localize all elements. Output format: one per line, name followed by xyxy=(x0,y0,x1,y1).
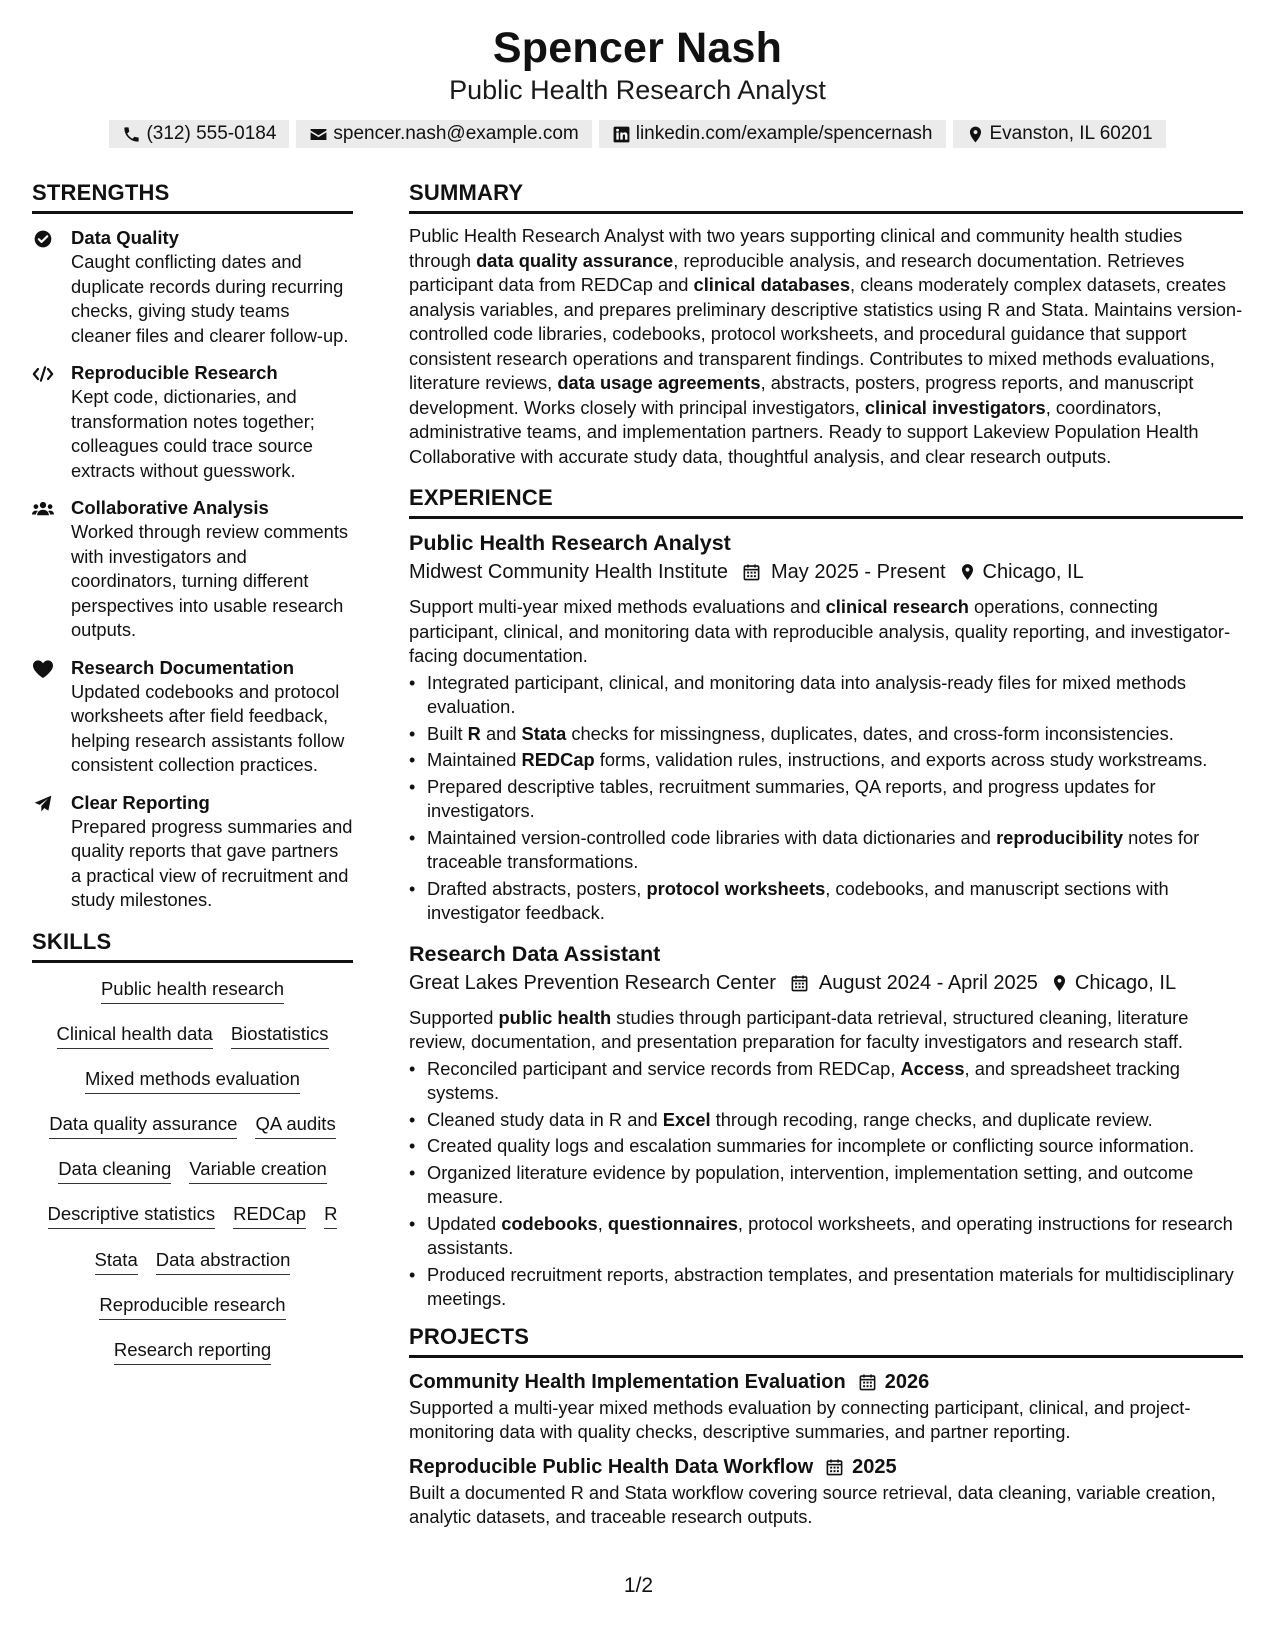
project-entry xyxy=(409,1453,1243,1530)
projects-list xyxy=(409,1368,1243,1530)
bullet-item: • Cleaned study data in R and Excel through recoding, range checks, and duplicate review. xyxy=(409,1108,1243,1133)
bullet-item: • Maintained version-controlled code libraries with data dictionaries and reproducibility notes for traceable transformations. xyxy=(409,826,1243,875)
skill-tag: Stata xyxy=(95,1248,138,1275)
skill-row xyxy=(32,1338,353,1383)
strength-desc: Caught conflicting dates and duplicate records during recurring checks, giving study teams cleaner files and clearer follow-up. xyxy=(71,251,349,346)
contact-linkedin-text: linkedin.com/example/spencernash xyxy=(635,123,933,144)
calendar-icon xyxy=(790,973,809,993)
calendar-icon-wrap xyxy=(790,973,809,993)
strength-item xyxy=(32,360,353,483)
calendar-icon xyxy=(825,1457,844,1477)
project-desc: Supported a multi-year mixed methods evaluation by connecting participant, clinical, and project-monitoring data with quality checks, descriptive summaries, and partner reporting. xyxy=(409,1396,1191,1442)
skill-tag: Biostatistics xyxy=(231,1022,329,1049)
skill-row xyxy=(32,1293,353,1338)
calendar-icon xyxy=(742,562,761,582)
phone-icon xyxy=(122,125,141,144)
project-title xyxy=(409,1453,1243,1481)
skill-tag: Descriptive statistics xyxy=(48,1202,216,1229)
check-circle-icon xyxy=(32,229,54,249)
skills-heading: SKILLS xyxy=(32,927,353,963)
map-pin-icon xyxy=(1050,973,1069,993)
job-org: Midwest Community Health Institute xyxy=(409,561,729,583)
contact-phone[interactable] xyxy=(109,120,289,148)
contact-email[interactable] xyxy=(296,120,591,148)
contact-linkedin[interactable] xyxy=(599,120,946,148)
strength-item xyxy=(32,790,353,913)
project-entry xyxy=(409,1368,1243,1445)
skill-tag: Data quality assurance xyxy=(49,1112,237,1139)
skill-tag: R xyxy=(324,1202,337,1229)
job-dates: August 2024 - April 2025 xyxy=(818,971,1038,994)
bullet-item: • Reconciled participant and service records from REDCap, Access, and spreadsheet tracking systems. xyxy=(409,1057,1243,1106)
bullet-item: • Built R and Stata checks for missingness, duplicates, dates, and cross-form inconsistencies. xyxy=(409,722,1243,747)
users-icon xyxy=(32,499,54,519)
calendar-icon-wrap xyxy=(742,562,761,582)
job-summary: Supported public health studies through participant-data retrieval, structured cleaning, literature review, documentation, and presentation preparation for faculty investigators and research staff. xyxy=(409,1006,1189,1052)
linkedin-icon xyxy=(612,125,631,144)
contact-location xyxy=(953,120,1166,148)
map-pin-icon xyxy=(966,125,985,144)
resume-header xyxy=(0,22,1275,148)
skill-tag: Variable creation xyxy=(189,1157,326,1184)
skill-row xyxy=(32,1067,353,1112)
job-meta xyxy=(409,968,1243,998)
skill-tag: Research reporting xyxy=(114,1338,271,1365)
contact-bar xyxy=(0,120,1275,148)
bullet-item: • Produced recruitment reports, abstraction templates, and presentation materials for multidisciplinary meetings. xyxy=(409,1263,1243,1312)
skill-tag: Clinical health data xyxy=(57,1022,213,1049)
bullet-item: • Maintained REDCap forms, validation rules, instructions, and exports across study workstreams. xyxy=(409,748,1243,773)
strength-item xyxy=(32,655,353,778)
project-desc: Built a documented R and Stata workflow covering source retrieval, data cleaning, variable creation, analytic datasets, and traceable research outputs. xyxy=(409,1481,1216,1527)
job-org: Great Lakes Prevention Research Center xyxy=(409,971,776,994)
page-number: 1/2 xyxy=(623,1574,654,1597)
strength-title: Research Documentation xyxy=(71,656,295,678)
candidate-title: Public Health Research Analyst xyxy=(449,75,826,105)
bullet-item: • Drafted abstracts, posters, protocol worksheets, codebooks, and manuscript sections with investigator feedback. xyxy=(409,877,1243,926)
job-entry xyxy=(409,940,1243,1312)
strength-item xyxy=(32,495,353,643)
contact-phone-text: (312) 555-0184 xyxy=(146,123,277,144)
job-location: Chicago, IL xyxy=(1074,971,1177,994)
bullet-item: • Integrated participant, clinical, and monitoring data into analysis-ready files for mixed methods evaluation. xyxy=(409,671,1243,720)
project-name: Reproducible Public Health Data Workflow xyxy=(409,1455,814,1478)
experience-heading: EXPERIENCE xyxy=(409,483,1243,519)
bullet-item: • Prepared descriptive tables, recruitment summaries, QA reports, and progress updates for investigators. xyxy=(409,775,1243,824)
skill-tag: Public health research xyxy=(101,977,284,1004)
skill-row xyxy=(32,1112,353,1157)
map-pin-icon-wrap xyxy=(1050,973,1069,993)
contact-email-text: spencer.nash@example.com xyxy=(333,123,579,144)
strength-item xyxy=(32,225,353,348)
envelope-icon xyxy=(309,125,328,144)
strength-desc: Prepared progress summaries and quality reports that gave partners a practical view of recruitment and study milestones. xyxy=(71,815,353,910)
strength-title: Clear Reporting xyxy=(71,791,210,813)
bullet-item: • Organized literature evidence by population, intervention, implementation setting, and outcome measure. xyxy=(409,1161,1243,1210)
map-pin-icon-wrap xyxy=(958,562,977,582)
skill-row xyxy=(32,1248,353,1293)
map-pin-icon xyxy=(958,562,977,582)
summary-text: Public Health Research Analyst with two years supporting clinical and community health studies through data quality assurance, reproducible analysis, and research documentation. Retrieves participant data from REDCap and clinical databases, cleans moderately complex datasets, creates analysis variables, and prepares preliminary descriptive statistics using R and Stata. Maintains version-controlled code libraries, codebooks, protocol worksheets, and procedural guidance that support consistent research operations and transparent findings. Contributes to mixed methods evaluations, literature reviews, data usage agreements, abstracts, posters, progress reports, and manuscript development. Works closely with principal investigators, clinical investigators, coordinators, administrative teams, and implementation partners. Ready to support Lakeview Population Health Collaborative with accurate study data, thoughtful analysis, and clear research outputs. xyxy=(409,225,1243,467)
left-column xyxy=(32,178,353,1383)
summary-heading: SUMMARY xyxy=(409,178,1243,214)
bullet-item: • Updated codebooks, questionnaires, protocol worksheets, and operating instructions for research assistants. xyxy=(409,1212,1243,1261)
skills-list xyxy=(32,973,353,1384)
job-summary: Support multi-year mixed methods evaluations and clinical research operations, connecting participant, clinical, and monitoring data with reproducible analysis, quality reporting, and investigator-facing documentation. xyxy=(409,596,1231,666)
projects-heading: PROJECTS xyxy=(409,1322,1243,1358)
candidate-name: Spencer Nash xyxy=(492,24,783,72)
calendar-icon xyxy=(858,1372,877,1392)
job-title: Public Health Research Analyst xyxy=(409,531,731,555)
strengths-heading: STRENGTHS xyxy=(32,178,353,214)
strength-desc: Kept code, dictionaries, and transformation notes together; colleagues could trace source extracts without guesswork. xyxy=(71,386,315,481)
strength-desc: Worked through review comments with investigators and coordinators, turning different perspectives into usable research outputs. xyxy=(71,521,349,640)
skill-tag: Data abstraction xyxy=(156,1248,291,1275)
skill-tag: Mixed methods evaluation xyxy=(85,1067,300,1094)
strength-title: Data Quality xyxy=(71,227,179,248)
right-column xyxy=(409,178,1243,1530)
heart-icon xyxy=(32,659,54,679)
project-title xyxy=(409,1368,1243,1396)
job-entry xyxy=(409,529,1243,926)
bullet-item: • Created quality logs and escalation summaries for incomplete or conflicting source information. xyxy=(409,1134,1243,1159)
job-dates: May 2025 - Present xyxy=(771,561,946,583)
contact-location-text: Evanston, IL 60201 xyxy=(989,123,1153,144)
job-bullets xyxy=(409,1057,1243,1312)
job-bullets xyxy=(409,671,1243,926)
project-year: 2025 xyxy=(852,1455,897,1478)
strengths-list xyxy=(32,224,353,913)
skill-tag: REDCap xyxy=(233,1202,306,1229)
strength-desc: Updated codebooks and protocol worksheets after field feedback, helping research assistants follow consistent collection practices. xyxy=(71,680,345,775)
paper-plane-icon xyxy=(32,794,54,814)
skill-row xyxy=(32,1202,353,1247)
skill-row xyxy=(32,977,353,1022)
skill-row xyxy=(32,1022,353,1067)
experience-list xyxy=(409,529,1243,1312)
strength-title: Reproducible Research xyxy=(71,362,278,383)
code-icon xyxy=(32,364,54,384)
job-location: Chicago, IL xyxy=(982,561,1084,583)
skill-tag: QA audits xyxy=(255,1112,335,1139)
skill-tag: Reproducible research xyxy=(99,1293,285,1320)
project-name: Community Health Implementation Evaluation xyxy=(409,1370,846,1393)
job-meta xyxy=(409,557,1243,587)
skill-tag: Data cleaning xyxy=(58,1157,171,1184)
project-year: 2026 xyxy=(884,1370,930,1393)
skill-row xyxy=(32,1157,353,1202)
strength-title: Collaborative Analysis xyxy=(71,497,269,518)
job-title: Research Data Assistant xyxy=(409,941,661,966)
